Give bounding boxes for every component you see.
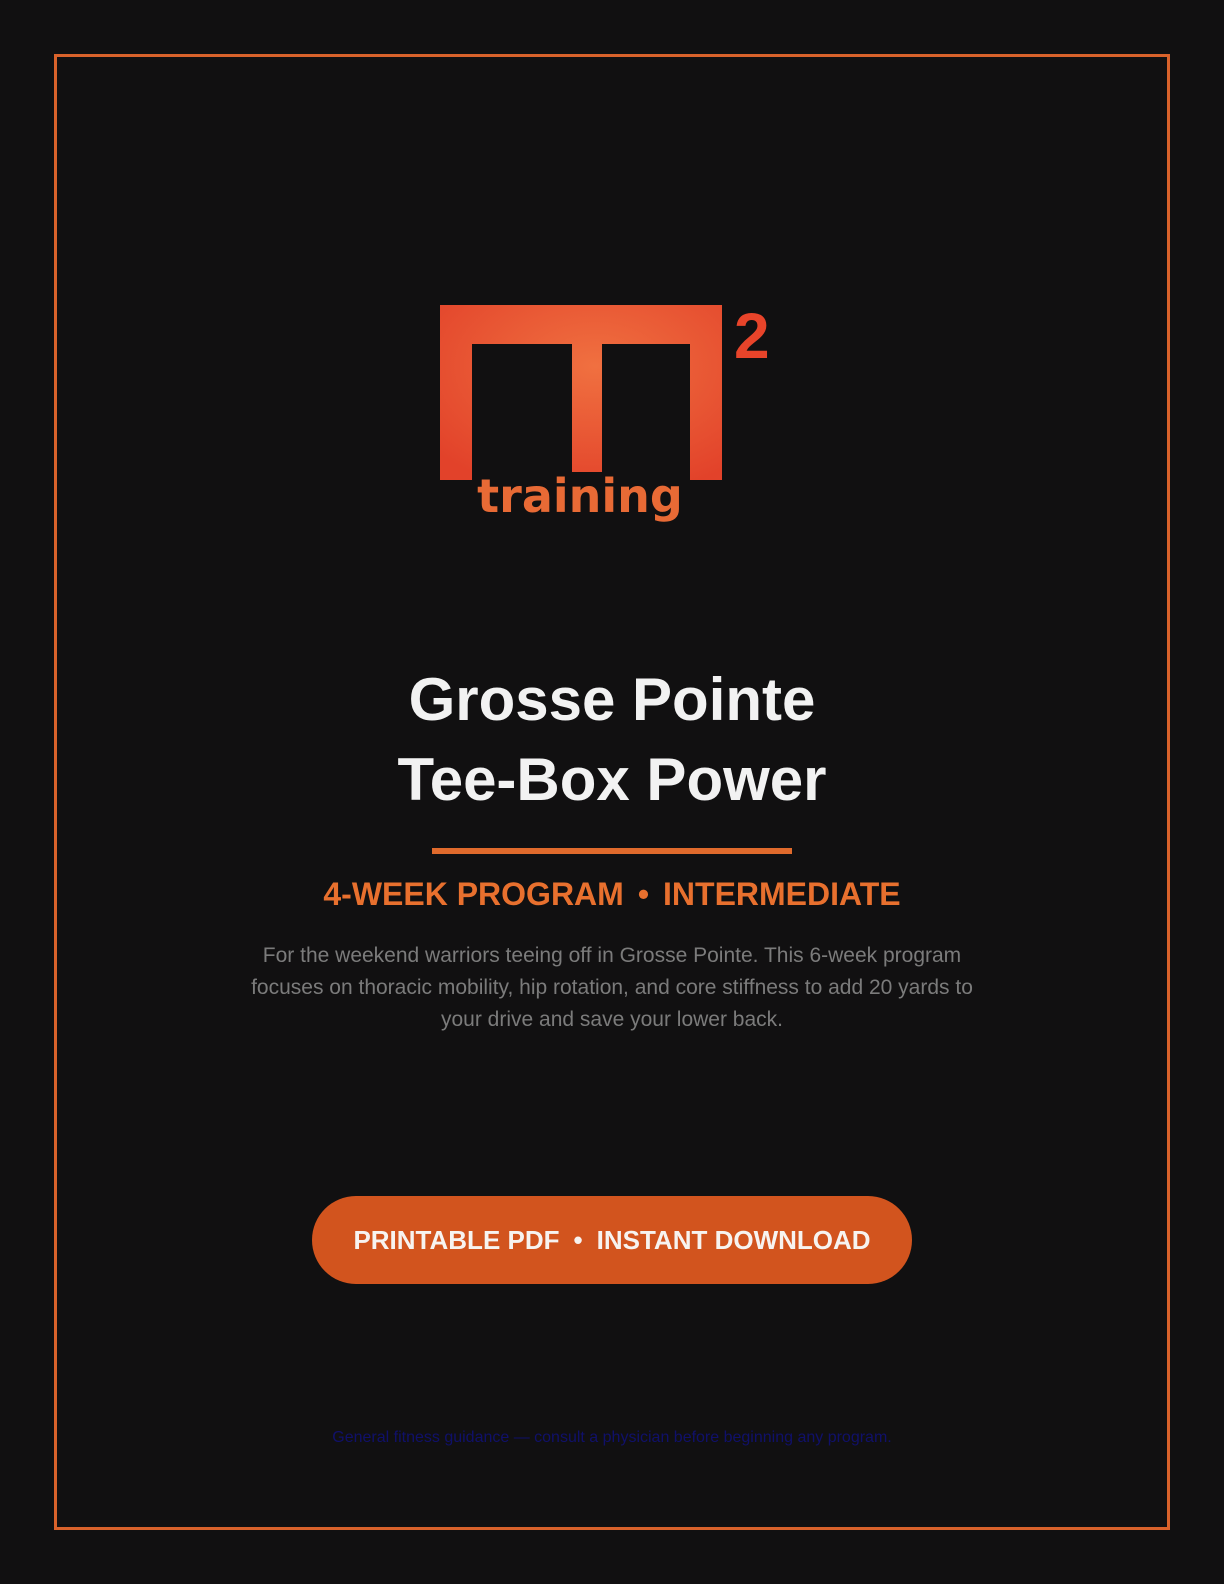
title-divider — [432, 848, 792, 854]
program-meta — [0, 874, 1224, 914]
logo-m-shape — [440, 305, 722, 480]
program-level: INTERMEDIATE — [663, 876, 901, 912]
medical-disclaimer: General fitness guidance — consult a physician before beginning any program. — [332, 1429, 892, 1446]
logo-superscript: 2 — [734, 300, 770, 372]
cta-separator: • — [573, 1224, 583, 1255]
program-title-line-1: Grosse Pointe — [408, 666, 816, 733]
logo-word: training — [477, 469, 683, 523]
m2-training-logo — [440, 300, 790, 540]
download-type-label: INSTANT DOWNLOAD — [596, 1224, 871, 1255]
meta-separator: • — [637, 876, 650, 912]
download-button[interactable] — [312, 1196, 912, 1284]
program-title-line-2: Tee-Box Power — [397, 746, 827, 813]
download-format-label: PRINTABLE PDF — [353, 1224, 560, 1255]
program-duration: 4-WEEK PROGRAM — [323, 876, 624, 912]
program-description: For the weekend warriors teeing off in Grosse Pointe. This 6-week program focuses on thoracic mobility, hip rotation, and core stiffness to add 20 yards to your drive and save your lower back. — [251, 944, 973, 1031]
